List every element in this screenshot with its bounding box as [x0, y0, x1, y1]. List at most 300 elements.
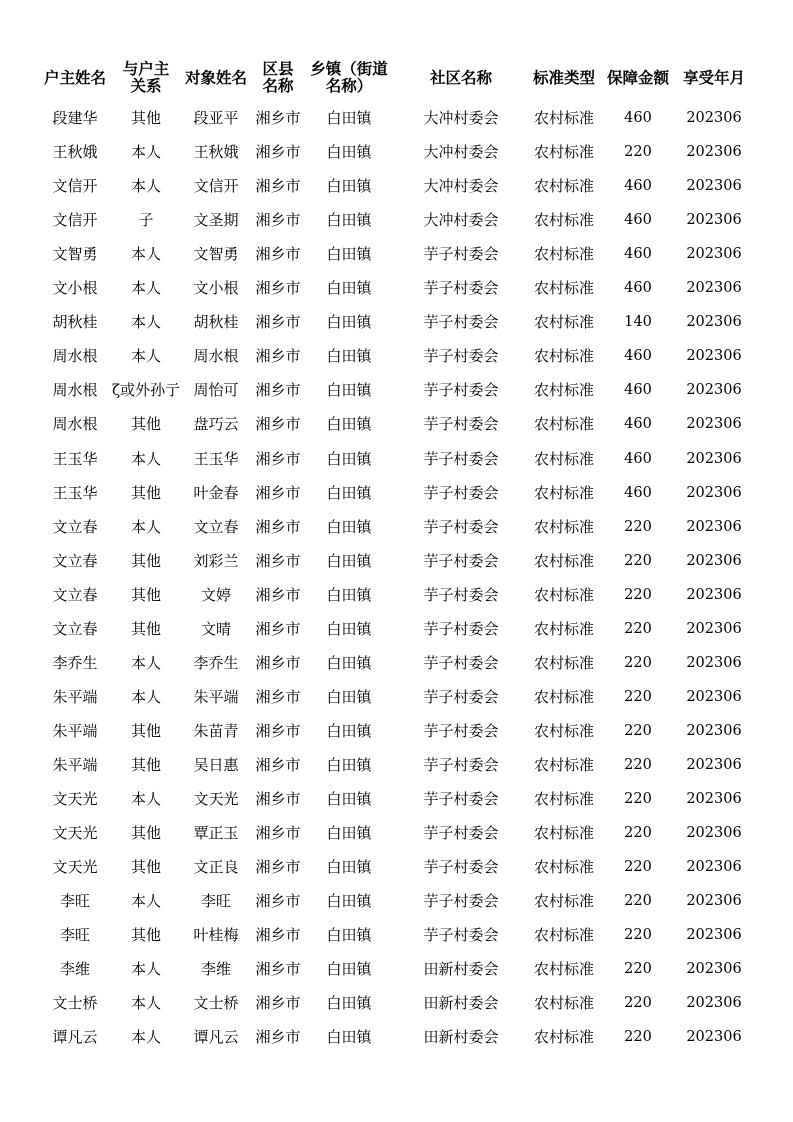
cell-standard-type: 农村标准 — [533, 381, 594, 400]
cell-relation: 其他 — [130, 755, 161, 774]
cell-community: 芋子村委会 — [423, 415, 499, 434]
cell-subject-name: 文信开 — [193, 177, 239, 196]
table-row — [0, 510, 793, 544]
cell-amount: 220 — [624, 620, 652, 637]
cell-county: 湘乡市 — [255, 211, 301, 230]
cell-relation: 本人 — [130, 245, 161, 264]
table-row — [0, 271, 793, 305]
cell-amount: 220 — [624, 756, 652, 773]
cell-county: 湘乡市 — [255, 313, 301, 332]
cell-householder-name: 文立春 — [52, 517, 98, 536]
table-row — [0, 918, 793, 952]
cell-amount: 220 — [624, 961, 652, 978]
header-standard-type — [528, 56, 600, 100]
cell-county: 湘乡市 — [255, 790, 301, 808]
cell-township: 白田镇 — [326, 892, 372, 911]
cell-householder-name: 李旺 — [59, 926, 90, 945]
cell-standard-type: 农村标准 — [533, 619, 594, 638]
cell-relation: 其他 — [130, 585, 161, 604]
cell-relation: 本人 — [130, 960, 161, 979]
cell-subject-name: 李旺 — [200, 892, 231, 911]
cell-amount: 220 — [624, 144, 652, 161]
cell-community: 田新村委会 — [423, 960, 499, 979]
cell-subject-name: 李乔生 — [193, 653, 239, 672]
cell-subject-name: 刘彩兰 — [193, 551, 239, 570]
cell-amount: 460 — [624, 212, 652, 229]
cell-standard-type: 农村标准 — [533, 994, 594, 1013]
cell-community: 芋子村委会 — [423, 347, 499, 366]
cell-subject-name: 吴日惠 — [193, 755, 239, 774]
header-relation — [112, 56, 180, 100]
cell-community: 芋子村委会 — [423, 824, 499, 843]
cell-relation: ζ或外孙亍 — [112, 381, 180, 400]
cell-community: 芋子村委会 — [423, 483, 499, 502]
cell-county: 湘乡市 — [255, 892, 301, 911]
header-text: 名称 — [262, 77, 294, 95]
cell-amount: 460 — [624, 484, 652, 501]
cell-township: 白田镇 — [326, 109, 372, 127]
cell-subject-name: 王秋娥 — [193, 143, 239, 162]
cell-subject-name: 谭凡云 — [193, 1028, 239, 1047]
cell-standard-type: 农村标准 — [533, 347, 594, 366]
cell-relation: 其他 — [130, 721, 161, 740]
cell-amount: 220 — [624, 893, 652, 910]
cell-year-month: 202306 — [686, 1029, 742, 1046]
cell-standard-type: 农村标准 — [533, 824, 594, 843]
cell-standard-type: 农村标准 — [533, 211, 594, 230]
cell-county: 湘乡市 — [255, 824, 301, 843]
cell-township: 白田镇 — [326, 721, 372, 740]
cell-year-month: 202306 — [686, 518, 742, 535]
cell-county: 湘乡市 — [255, 347, 301, 366]
cell-year-month: 202306 — [686, 314, 742, 331]
cell-community: 大冲村委会 — [423, 211, 499, 230]
cell-amount: 460 — [624, 246, 652, 263]
cell-county: 湘乡市 — [255, 177, 301, 196]
cell-householder-name: 周水根 — [52, 381, 98, 400]
cell-township: 白田镇 — [326, 926, 372, 945]
header-text: 保障金额 — [606, 68, 669, 87]
cell-amount: 220 — [624, 1029, 652, 1046]
cell-subject-name: 叶金春 — [193, 483, 239, 502]
cell-standard-type: 农村标准 — [533, 279, 594, 298]
cell-amount: 460 — [624, 382, 652, 399]
table-row — [0, 305, 793, 339]
cell-community: 芋子村委会 — [423, 619, 499, 638]
cell-amount: 220 — [624, 825, 652, 842]
cell-year-month: 202306 — [686, 586, 742, 603]
cell-year-month: 202306 — [686, 144, 742, 161]
cell-householder-name: 文信开 — [52, 177, 98, 196]
cell-community: 芋子村委会 — [423, 755, 499, 774]
cell-householder-name: 李维 — [59, 960, 90, 979]
cell-standard-type: 农村标准 — [533, 143, 594, 162]
cell-township: 白田镇 — [326, 653, 372, 672]
cell-subject-name: 盘巧云 — [193, 415, 239, 434]
cell-amount: 220 — [624, 859, 652, 876]
cell-subject-name: 叶桂梅 — [193, 926, 239, 945]
table-row — [0, 884, 793, 918]
cell-county: 湘乡市 — [255, 960, 301, 979]
table-row — [0, 646, 793, 680]
cell-community: 芋子村委会 — [423, 313, 499, 332]
cell-relation: 本人 — [130, 517, 161, 536]
cell-householder-name: 谭凡云 — [52, 1028, 98, 1047]
cell-subject-name: 文天光 — [193, 790, 239, 808]
cell-relation: 其他 — [130, 619, 161, 638]
cell-householder-name: 文信开 — [52, 211, 98, 230]
cell-standard-type: 农村标准 — [533, 1028, 594, 1047]
cell-township: 白田镇 — [326, 1028, 372, 1047]
cell-amount: 220 — [624, 791, 652, 807]
cell-householder-name: 朱平端 — [52, 687, 98, 706]
table-row — [0, 714, 793, 748]
cell-standard-type: 农村标准 — [533, 687, 594, 706]
cell-township: 白田镇 — [326, 755, 372, 774]
table-row — [0, 612, 793, 646]
cell-county: 湘乡市 — [255, 585, 301, 604]
cell-householder-name: 文天光 — [52, 824, 98, 843]
cell-standard-type: 农村标准 — [533, 551, 594, 570]
cell-householder-name: 周水根 — [52, 415, 98, 434]
cell-standard-type: 农村标准 — [533, 517, 594, 536]
cell-subject-name: 周水根 — [193, 347, 239, 366]
cell-householder-name: 李旺 — [59, 892, 90, 911]
cell-subject-name: 朱苗青 — [193, 721, 239, 740]
cell-year-month: 202306 — [686, 484, 742, 501]
cell-township: 白田镇 — [326, 687, 372, 706]
cell-year-month: 202306 — [686, 791, 742, 807]
cell-subject-name: 文晴 — [200, 619, 231, 638]
cell-standard-type: 农村标准 — [533, 177, 594, 196]
cell-subject-name: 文婷 — [200, 585, 231, 604]
cell-householder-name: 文立春 — [52, 551, 98, 570]
cell-relation: 本人 — [130, 790, 161, 808]
header-text: 标准类型 — [532, 68, 595, 87]
cell-standard-type: 农村标准 — [533, 653, 594, 672]
header-text: 区县 — [262, 60, 294, 78]
table-row — [0, 680, 793, 714]
cell-relation: 本人 — [130, 279, 161, 298]
cell-year-month: 202306 — [686, 110, 742, 126]
cell-standard-type: 农村标准 — [533, 926, 594, 945]
cell-amount: 460 — [624, 178, 652, 195]
cell-county: 湘乡市 — [255, 994, 301, 1013]
header-text: 户主姓名 — [43, 68, 106, 87]
cell-relation: 本人 — [130, 449, 161, 468]
cell-amount: 220 — [624, 995, 652, 1012]
table-row — [0, 748, 793, 782]
cell-community: 大冲村委会 — [423, 109, 499, 127]
cell-township: 白田镇 — [326, 279, 372, 298]
cell-township: 白田镇 — [326, 585, 372, 604]
cell-community: 大冲村委会 — [423, 177, 499, 196]
table-row — [0, 1020, 793, 1054]
cell-standard-type: 农村标准 — [533, 483, 594, 502]
cell-householder-name: 周水根 — [52, 347, 98, 366]
cell-householder-name: 文天光 — [52, 858, 98, 877]
table-row — [0, 782, 793, 816]
cell-subject-name: 文立春 — [193, 517, 239, 536]
cell-amount: 220 — [624, 552, 652, 569]
cell-relation: 其他 — [130, 824, 161, 843]
cell-county: 湘乡市 — [255, 517, 301, 536]
cell-county: 湘乡市 — [255, 619, 301, 638]
cell-year-month: 202306 — [686, 825, 742, 842]
cell-amount: 460 — [624, 450, 652, 467]
cell-township: 白田镇 — [326, 994, 372, 1013]
cell-amount: 460 — [624, 348, 652, 365]
cell-standard-type: 农村标准 — [533, 449, 594, 468]
cell-relation: 本人 — [130, 1028, 161, 1047]
cell-standard-type: 农村标准 — [533, 755, 594, 774]
cell-county: 湘乡市 — [255, 143, 301, 162]
header-text: 对象姓名 — [184, 68, 247, 87]
cell-year-month: 202306 — [686, 722, 742, 739]
table-row — [0, 850, 793, 884]
cell-amount: 460 — [624, 110, 652, 126]
cell-relation: 其他 — [130, 858, 161, 877]
cell-township: 白田镇 — [326, 245, 372, 264]
cell-county: 湘乡市 — [255, 721, 301, 740]
cell-township: 白田镇 — [326, 790, 372, 808]
cell-township: 白田镇 — [326, 143, 372, 162]
cell-township: 白田镇 — [326, 415, 372, 434]
cell-county: 湘乡市 — [255, 653, 301, 672]
cell-community: 田新村委会 — [423, 994, 499, 1013]
header-text: 名称） — [325, 77, 373, 95]
table-row — [0, 986, 793, 1020]
cell-relation: 本人 — [130, 177, 161, 196]
cell-county: 湘乡市 — [255, 245, 301, 264]
cell-subject-name: 胡秋桂 — [193, 313, 239, 332]
cell-community: 芋子村委会 — [423, 721, 499, 740]
cell-householder-name: 文立春 — [52, 619, 98, 638]
cell-community: 芋子村委会 — [423, 790, 499, 808]
cell-township: 白田镇 — [326, 177, 372, 196]
cell-standard-type: 农村标准 — [533, 415, 594, 434]
table-row — [0, 816, 793, 850]
header-text: 关系 — [130, 77, 162, 95]
cell-community: 芋子村委会 — [423, 858, 499, 877]
table-row — [0, 339, 793, 373]
cell-community: 芋子村委会 — [423, 279, 499, 298]
cell-year-month: 202306 — [686, 859, 742, 876]
cell-community: 芋子村委会 — [423, 926, 499, 945]
cell-subject-name: 文正良 — [193, 858, 239, 877]
cell-year-month: 202306 — [686, 246, 742, 263]
cell-year-month: 202306 — [686, 654, 742, 671]
cell-householder-name: 王秋娥 — [52, 143, 98, 162]
cell-relation: 其他 — [130, 926, 161, 945]
cell-township: 白田镇 — [326, 517, 372, 536]
cell-county: 湘乡市 — [255, 109, 301, 127]
table-row — [0, 135, 793, 169]
cell-amount: 220 — [624, 927, 652, 944]
cell-subject-name: 文士桥 — [193, 994, 239, 1013]
cell-township: 白田镇 — [326, 824, 372, 843]
cell-county: 湘乡市 — [255, 1028, 301, 1047]
header-householder-name — [38, 56, 112, 100]
cell-amount: 460 — [624, 280, 652, 297]
cell-subject-name: 朱平端 — [193, 687, 239, 706]
cell-community: 芋子村委会 — [423, 449, 499, 468]
cell-standard-type: 农村标准 — [533, 960, 594, 979]
cell-standard-type: 农村标准 — [533, 721, 594, 740]
cell-county: 湘乡市 — [255, 858, 301, 877]
cell-relation: 本人 — [130, 347, 161, 366]
cell-community: 田新村委会 — [423, 1028, 499, 1047]
cell-county: 湘乡市 — [255, 687, 301, 706]
cell-subject-name: 文圣期 — [193, 211, 239, 230]
cell-year-month: 202306 — [686, 756, 742, 773]
cell-standard-type: 农村标准 — [533, 109, 594, 127]
cell-year-month: 202306 — [686, 688, 742, 705]
cell-year-month: 202306 — [686, 552, 742, 569]
cell-community: 芋子村委会 — [423, 653, 499, 672]
cell-township: 白田镇 — [326, 619, 372, 638]
cell-relation: 子 — [138, 211, 154, 230]
table-row — [0, 442, 793, 476]
cell-year-month: 202306 — [686, 178, 742, 195]
cell-relation: 本人 — [130, 653, 161, 672]
cell-householder-name: 朱平端 — [52, 721, 98, 740]
cell-year-month: 202306 — [686, 927, 742, 944]
cell-township: 白田镇 — [326, 960, 372, 979]
cell-subject-name: 李维 — [200, 960, 231, 979]
cell-community: 芋子村委会 — [423, 517, 499, 536]
cell-householder-name: 胡秋桂 — [52, 313, 98, 332]
table-row — [0, 373, 793, 407]
cell-amount: 220 — [624, 722, 652, 739]
cell-county: 湘乡市 — [255, 483, 301, 502]
cell-community: 芋子村委会 — [423, 551, 499, 570]
cell-township: 白田镇 — [326, 483, 372, 502]
cell-township: 白田镇 — [326, 551, 372, 570]
cell-county: 湘乡市 — [255, 551, 301, 570]
cell-householder-name: 文天光 — [52, 790, 98, 808]
cell-standard-type: 农村标准 — [533, 313, 594, 332]
cell-community: 芋子村委会 — [423, 892, 499, 911]
cell-year-month: 202306 — [686, 212, 742, 229]
cell-county: 湘乡市 — [255, 926, 301, 945]
cell-township: 白田镇 — [326, 858, 372, 877]
table-row — [0, 578, 793, 612]
cell-amount: 220 — [624, 654, 652, 671]
cell-householder-name: 段建华 — [52, 109, 98, 127]
header-text: 乡镇（街道 — [310, 60, 388, 78]
table-row — [0, 952, 793, 986]
header-amount — [600, 56, 676, 100]
cell-year-month: 202306 — [686, 995, 742, 1012]
cell-householder-name: 朱平端 — [52, 755, 98, 774]
cell-community: 芋子村委会 — [423, 687, 499, 706]
cell-year-month: 202306 — [686, 620, 742, 637]
cell-year-month: 202306 — [686, 450, 742, 467]
cell-standard-type: 农村标准 — [533, 585, 594, 604]
cell-year-month: 202306 — [686, 893, 742, 910]
cell-relation: 其他 — [130, 483, 161, 502]
table-row — [0, 237, 793, 271]
cell-relation: 其他 — [130, 109, 161, 127]
cell-amount: 220 — [624, 586, 652, 603]
cell-year-month: 202306 — [686, 348, 742, 365]
cell-subject-name: 王玉华 — [193, 449, 239, 468]
cell-householder-name: 文小根 — [52, 279, 98, 298]
cell-community: 芋子村委会 — [423, 381, 499, 400]
cell-township: 白田镇 — [326, 347, 372, 366]
header-township — [304, 56, 394, 100]
header-county — [252, 56, 304, 100]
table-header — [0, 56, 793, 100]
cell-township: 白田镇 — [326, 211, 372, 230]
cell-county: 湘乡市 — [255, 415, 301, 434]
table-row — [0, 476, 793, 510]
header-text: 与户主 — [122, 60, 170, 78]
header-year-month — [676, 56, 752, 100]
header-community — [394, 56, 528, 100]
table-row — [0, 169, 793, 203]
cell-subject-name: 文智勇 — [193, 245, 239, 264]
cell-relation: 其他 — [130, 551, 161, 570]
cell-standard-type: 农村标准 — [533, 858, 594, 877]
cell-standard-type: 农村标准 — [533, 245, 594, 264]
cell-township: 白田镇 — [326, 381, 372, 400]
cell-relation: 本人 — [130, 892, 161, 911]
cell-community: 芋子村委会 — [423, 585, 499, 604]
table-row — [0, 203, 793, 237]
cell-relation: 本人 — [130, 994, 161, 1013]
cell-amount: 220 — [624, 518, 652, 535]
cell-householder-name: 文士桥 — [52, 994, 98, 1013]
cell-county: 湘乡市 — [255, 755, 301, 774]
table-row — [0, 407, 793, 441]
cell-township: 白田镇 — [326, 449, 372, 468]
cell-relation: 本人 — [130, 687, 161, 706]
cell-year-month: 202306 — [686, 416, 742, 433]
header-text: 享受年月 — [682, 68, 745, 87]
cell-amount: 220 — [624, 688, 652, 705]
table-row — [0, 101, 793, 135]
cell-amount: 460 — [624, 416, 652, 433]
cell-year-month: 202306 — [686, 961, 742, 978]
cell-householder-name: 王玉华 — [52, 449, 98, 468]
cell-subject-name: 文小根 — [193, 279, 239, 298]
cell-amount: 140 — [624, 314, 652, 331]
cell-subject-name: 段亚平 — [193, 109, 239, 127]
cell-year-month: 202306 — [686, 280, 742, 297]
cell-community: 大冲村委会 — [423, 143, 499, 162]
cell-relation: 本人 — [130, 143, 161, 162]
cell-relation: 本人 — [130, 313, 161, 332]
cell-county: 湘乡市 — [255, 381, 301, 400]
cell-subject-name: 覃正玉 — [193, 824, 239, 843]
cell-standard-type: 农村标准 — [533, 790, 594, 808]
cell-township: 白田镇 — [326, 313, 372, 332]
cell-householder-name: 文智勇 — [52, 245, 98, 264]
cell-subject-name: 周怡可 — [193, 381, 239, 400]
header-text: 社区名称 — [429, 68, 492, 87]
cell-householder-name: 文立春 — [52, 585, 98, 604]
cell-standard-type: 农村标准 — [533, 892, 594, 911]
cell-householder-name: 李乔生 — [52, 653, 98, 672]
cell-county: 湘乡市 — [255, 449, 301, 468]
cell-year-month: 202306 — [686, 382, 742, 399]
cell-householder-name: 王玉华 — [52, 483, 98, 502]
table-row — [0, 544, 793, 578]
header-subject-name — [180, 56, 252, 100]
cell-county: 湘乡市 — [255, 279, 301, 298]
